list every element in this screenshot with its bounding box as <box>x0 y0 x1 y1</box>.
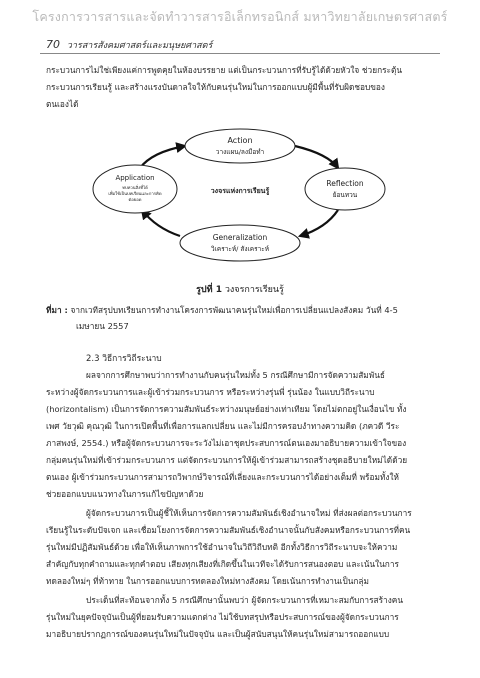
text-line: รุ่นใหม่ในยุคปัจจุบันเป็นผู้ที่ยอมรับความแตกต่าง ไม่ใช้บทสรุปหรือประสบการณ์ของผู้จัดกระบวนการ <box>46 612 399 622</box>
learning-cycle-diagram <box>90 124 390 274</box>
generalization-subtitle: วิเคราะห์/ สังเคราะห์ <box>210 245 270 253</box>
generalization-title: Generalization <box>212 233 268 242</box>
text-line: รุ่นใหม่มีปฏิสัมพันธ์ด้วย เพื่อให้เห็นภาพการใช้อำนาจในวิถีวิถีบทติ อีกทั้งวิธีการวิถีระนาบจะให้ความ <box>46 542 398 552</box>
text-line: กลุ่มคนรุ่นใหม่ที่เข้าร่วมกระบวนการ แต่จัดกระบวนการให้ผู้เข้าร่วมสามารถสร้างชุดอธิบายใหม่ได้ด้วย <box>46 455 408 465</box>
page-number: 70 <box>46 38 60 51</box>
figure-title: วงจรการเรียนรู้ <box>224 285 284 295</box>
figure-caption <box>0 282 480 296</box>
arrow-application-to-action <box>140 146 185 168</box>
watermark-header: โครงการวารสารและจัดทำวารสารอิเล็กทรอนิกส์ มหาวิทยาลัยเกษตรศาสตร์ <box>32 9 448 24</box>
source-text-line1: จากเวทีสรุปบทเรียนการทำงานโครงการพัฒนาคนรุ่นใหม่เพื่อการเปลี่ยนแปลงสังคม วันที่ 4-5 <box>70 305 398 315</box>
node-reflection <box>305 168 385 210</box>
text-line: เพศ วัยวุฒิ คุณวุฒิ ในการเปิดพื้นที่เพื่อการแลกเปลี่ยน และไม่มีการครอบงำทางความคิด (ภควดี วีระ <box>46 421 400 431</box>
header-divider <box>40 53 440 54</box>
text-line: ภาสพงษ์, 2554.) หรือผู้จัดกระบวนการจะระวังไม่เอาชุดประสบการณ์ตนเองมาอธิบายความเข้าใจของ <box>46 438 407 448</box>
action-subtitle: วางแผน/ลงมือทำ <box>215 148 265 156</box>
body-paragraph-3 <box>46 592 438 643</box>
application-line3: ต่อยอด <box>128 197 142 202</box>
text-line: (horizontalism) เป็นการจัดการความสัมพันธ์ระหว่างมนุษย์อย่างเท่าเทียม โดยไม่ตกอยู่ในเงื่อนไข ทั้ง <box>46 404 407 414</box>
arrow-reflection-to-generalization <box>300 210 338 236</box>
text-line: ระหว่างผู้จัดกระบวนการและผู้เข้าร่วมกระบวนการ หรือระหว่างรุ่นพี่ รุ่นน้อง ในแบบวิถีระนาบ <box>46 387 375 397</box>
node-application <box>93 165 177 213</box>
figure-source <box>46 302 438 334</box>
node-action <box>185 129 295 163</box>
intro-paragraph <box>46 62 438 113</box>
body-paragraph-1 <box>46 367 438 503</box>
text-line: เรียนรู้ในระดับปัจเจก และเชื่อมโยงการจัดการความสัมพันธ์เชิงอำนาจนั้นกับสังคมหรือกระบวนการที่คน <box>46 525 411 535</box>
text-line: สำคัญกับทุกคำถามและทุกคำตอบ เสียงทุกเสียงที่เกิดขึ้นในเวทีจะได้รับการสนองตอบ และเน้นในการ <box>46 559 399 569</box>
source-text-line2: เมษายน 2557 <box>76 321 129 331</box>
journal-name: วารสารสังคมศาสตร์และมนุษยศาสตร์ <box>66 41 213 51</box>
text-line: มาอธิบายปรากฏการณ์ของคนรุ่นใหม่ในปัจจุบัน และเป็นผู้สนับสนุนให้คนรุ่นใหม่สามารถออกแบบ <box>46 629 390 639</box>
source-label: ที่มา : <box>46 305 68 315</box>
reflection-subtitle: ย้อนทวน <box>332 191 358 199</box>
figure-label: รูปที่ 1 <box>196 285 222 295</box>
body-paragraph-2 <box>46 505 438 590</box>
arrow-generalization-to-application <box>142 210 180 236</box>
running-header <box>46 38 212 52</box>
text-line: ประเด็นที่สะท้อนจากทั้ง 5 กรณีศึกษานั้นพบว่า ผู้จัดกระบวนการที่เหมาะสมกับการสร้างคน <box>86 595 403 605</box>
text-line: กระบวนการเรียนรู้ และสร้างแรงบันดาลใจให้กับคนรุ่นใหม่ในการออกแบบผู้มีพื้นที่รับผิดชอบของ <box>46 82 385 92</box>
application-title: Application <box>115 174 155 182</box>
arrow-action-to-reflection <box>295 146 338 168</box>
text-line: ผลจากการศึกษาพบว่าการทำงานกับคนรุ่นใหม่ทั้ง 5 กรณีศึกษามีการจัดความสัมพันธ์ <box>86 370 385 380</box>
text-line: ตนเองได้ <box>46 99 79 109</box>
section-heading: 2.3 วิธีการวิถีระนาบ <box>86 354 162 364</box>
node-generalization <box>180 225 300 261</box>
cycle-center-label: วงจรแห่งการเรียนรู้ <box>210 187 270 195</box>
text-line: ตนเอง ผู้เข้าร่วมกระบวนการสามารถวิพากษ์วิจารณ์ที่เลี่ยงและกระบวนการได้อย่างเต็มที่ พร้อมทั้งให้ <box>46 472 399 482</box>
application-line2: เพื่อใช้เป็นบทเรียนและการคิด <box>108 191 162 196</box>
text-line: ช่วยออกแบบแนวทางในการแก้ไขปัญหาด้วย <box>46 489 204 499</box>
application-line1: ทบทวนสิ่งที่ได้ <box>122 185 148 190</box>
text-line: กระบวนการไม่ใช่เพียงแค่การพูดคุยในห้องบรรยาย แต่เป็นกระบวนการที่รับรู้ได้ด้วยหัวใจ ช่วยกระตุ้น <box>46 65 403 75</box>
reflection-title: Reflection <box>326 179 364 188</box>
text-line: ทดลองใหม่ๆ ที่ท้าทาย ในการออกแบบการทดลองใหม่ทางสังคม โดยเน้นการทำงานเป็นกลุ่ม <box>46 576 369 586</box>
text-line: ผู้จัดกระบวนการเป็นผู้ชี้ให้เห็นการจัดการความสัมพันธ์เชิงอำนาจใหม่ ที่ส่งผลต่อกระบวนการ <box>86 508 412 518</box>
action-title: Action <box>227 136 253 145</box>
